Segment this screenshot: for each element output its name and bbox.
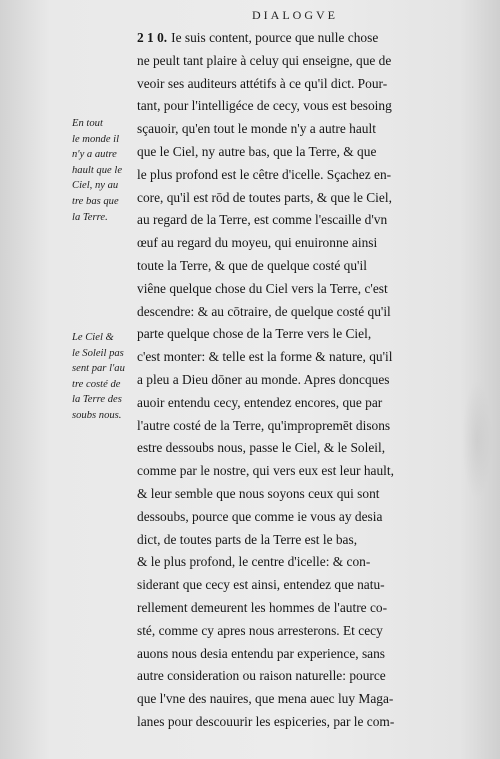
body-line: toute la Terre, & que de quelque costé qu'il [137, 257, 367, 273]
margin-note-line: la Terre. [72, 211, 108, 223]
body-line-text: Ie suis content, pource que nulle chose [171, 30, 379, 45]
margin-note-line: En tout [72, 118, 103, 129]
body-line: viêne quelque chose du Ciel vers la Terre, c'est [137, 280, 388, 296]
body-line: que le Ciel, ny autre bas, que la Terre, & que [137, 143, 377, 159]
margin-note-line: soubs nous. [72, 409, 122, 421]
margin-note-line: sent par l'au [72, 363, 125, 375]
body-line: l'autre costé de la Terre, qu'impropremēt disons [137, 417, 391, 433]
body-line: comme par le nostre, qui vers eux est leur hault, [137, 463, 394, 479]
body-line: tant, pour l'intelligéce de cecy, vous est besoing [137, 98, 392, 114]
body-line: c'est monter: & telle est la forme & nature, qu'il [137, 349, 393, 365]
body-line: dict, de toutes parts de la Terre est le bas, [137, 531, 358, 547]
body-line: siderant que cecy est ainsi, entendez que natu- [137, 577, 385, 593]
body-line: le plus profond est le cêtre d'icelle. Sçachez en- [137, 166, 392, 182]
body-line: auons nous desia entendu par experience, sans [137, 645, 386, 661]
body-text [137, 27, 457, 734]
body-line: parte quelque chose de la Terre vers le Ciel, [137, 326, 372, 342]
body-line: a pleu a Dieu dōner au monde. Apres doncques [137, 371, 390, 387]
margin-note-line: la Terre des [72, 394, 122, 406]
margin-note-line: n'y a autre [72, 149, 117, 161]
body-line: auoir entendu cecy, entendez encores, que par [137, 394, 383, 410]
body-line: veoir ses auditeurs attétifs à ce qu'il dict. Pour- [137, 75, 388, 91]
margin-note-1 [72, 116, 136, 225]
margin-note-line: Ciel, ny au [72, 180, 119, 192]
margin-note-line: tre costé de [72, 378, 121, 390]
margin-note-line: le monde il [72, 133, 120, 145]
body-line: & le plus profond, le centre d'icelle: & con- [137, 554, 371, 570]
margin-note-line: le Soleil pas [72, 347, 124, 359]
paragraph-number: 2 1 0. [137, 30, 168, 45]
body-line: autre consideration ou raison naturelle: pource [137, 668, 386, 684]
body-line: sté, comme cy apres nous arresterons. Et cecy [137, 622, 383, 638]
margin-note-line: tre bas que [72, 195, 119, 207]
body-line: lanes pour descouurir les espiceries, par le com- [137, 713, 395, 729]
body-line: œuf au regard du moyeu, qui enuironne ainsi [137, 235, 378, 251]
body-line: estre dessoubs nous, passe le Ciel, & le Soleil, [137, 440, 386, 456]
body-line: & leur semble que nous soyons ceux qui sont [137, 485, 380, 501]
body-line: que l'vne des nauires, que mena auec luy Maga- [137, 691, 394, 707]
body-line: rellement demeurent les hommes de l'autre co- [137, 599, 388, 615]
body-line: ne peult tant plaire à celuy qui enseigne, que de [137, 52, 392, 68]
body-line: dessoubs, pource que comme ie vous ay desia [137, 508, 383, 524]
body-line: sçauoir, qu'en tout le monde n'y a autre hault [137, 121, 376, 137]
body-line: descendre: & au cōtraire, de quelque costé qu'il [137, 303, 391, 319]
paper-stain [462, 380, 492, 500]
body-line: au regard de la Terre, est comme l'escaille d'vn [137, 212, 388, 228]
margin-note-2 [72, 330, 136, 424]
body-line: core, qu'il est rōd de toutes parts, & que le Ciel, [137, 189, 392, 205]
running-head: DIALOGVE [252, 8, 338, 22]
body-line [137, 27, 457, 50]
margin-note-line: hault que le [72, 164, 123, 176]
margin-note-line: Le Ciel & [72, 332, 114, 343]
